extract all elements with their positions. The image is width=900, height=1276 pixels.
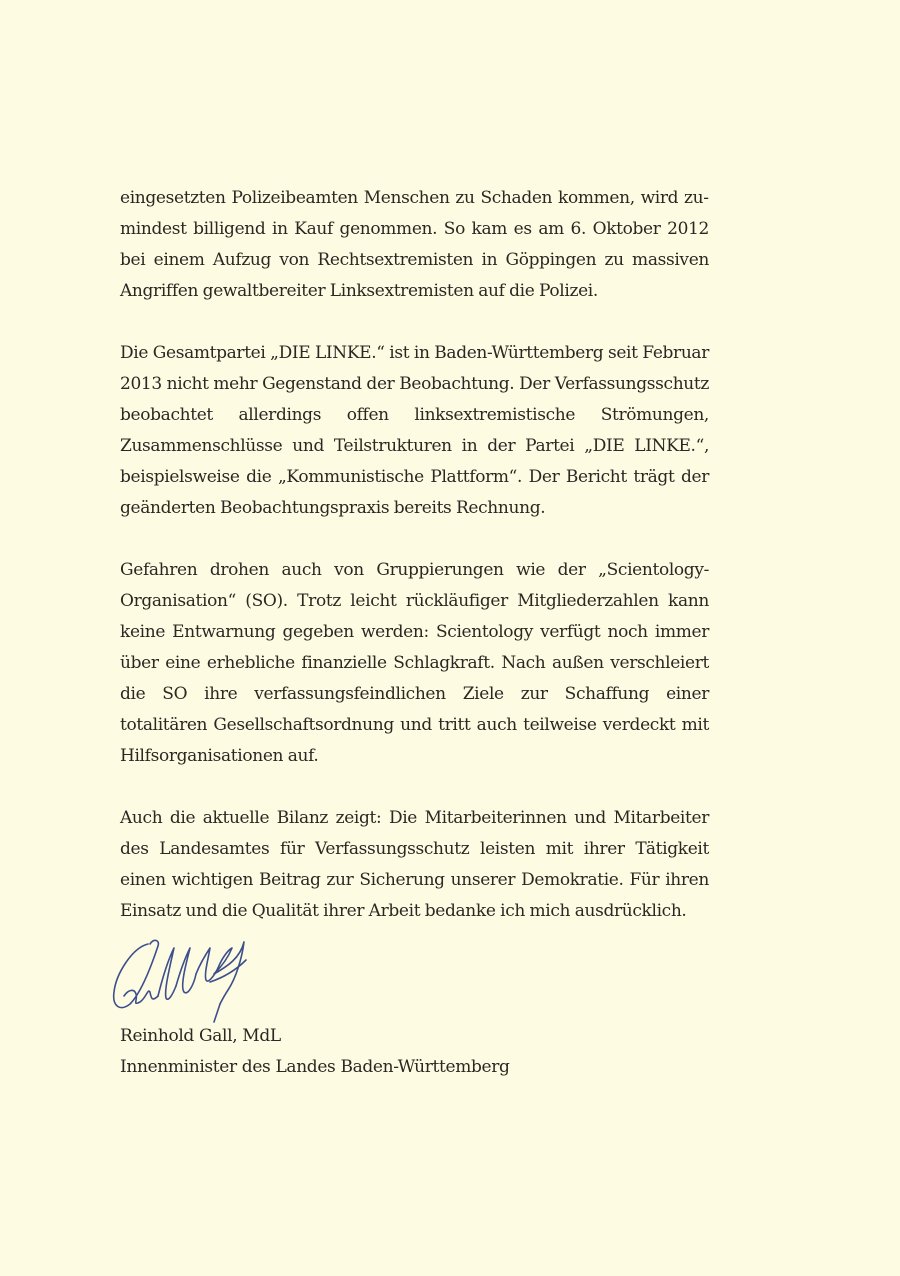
paragraph-die-linke: Die Gesamtpartei „DIE LINKE.“ ist in Baden-Württemberg seit Februar 2013 nicht mehr Gegenstand der Beobachtung. Der Verfassungsschutz beobachtet allerdings offen linksextremistische Strömungen, Zusammenschlüsse und Teilstrukturen in der Partei „DIE LINKE.“, beispielsweise die „Kommunistische Plattform“. Der Bericht trägt der geänderten Beobachtungspraxis bereits Rechnung. <box>120 343 709 518</box>
letter-body <box>120 183 709 958</box>
signer-title: Innenminister des Landes Baden-Württemberg <box>120 1057 510 1077</box>
paragraph-scientology: Gefahren drohen auch von Gruppierungen wie der „Scientology-Organisation“ (SO). Trotz leicht rückläufiger Mitgliederzahlen kann keine Entwarnung gegeben werden: Scientology verfügt noch immer über eine erhebliche finanzielle Schlagkraft. Nach außen verschleiert die SO ihre verfassungsfeindlichen Ziele zur Schaffung einer totalitären Gesellschaftsordnung und tritt auch teilweise verdeckt mit Hilfsorganisationen auf. <box>120 560 709 766</box>
paragraph-police-attacks: eingesetzten Polizeibeamten Menschen zu Schaden kommen, wird zumindest billigend in Kauf genommen. So kam es am 6. Oktober 2012 bei einem Aufzug von Rechtsextremisten in Göppingen zu massiven Angriffen gewaltbereiter Linksextremisten auf die Polizei. <box>120 188 709 301</box>
signer-block <box>120 1021 510 1083</box>
signer-name: Reinhold Gall, MdL <box>120 1026 281 1046</box>
paragraph-closing-thanks: Auch die aktuelle Bilanz zeigt: Die Mitarbeiterinnen und Mitarbeiter des Landesamtes für Verfassungsschutz leisten mit ihrer Tätigkeit einen wichtigen Beitrag zur Sicherung unserer Demokratie. Für ihren Einsatz und die Qualität ihrer Arbeit bedanke ich mich ausdrücklich. <box>120 808 709 921</box>
